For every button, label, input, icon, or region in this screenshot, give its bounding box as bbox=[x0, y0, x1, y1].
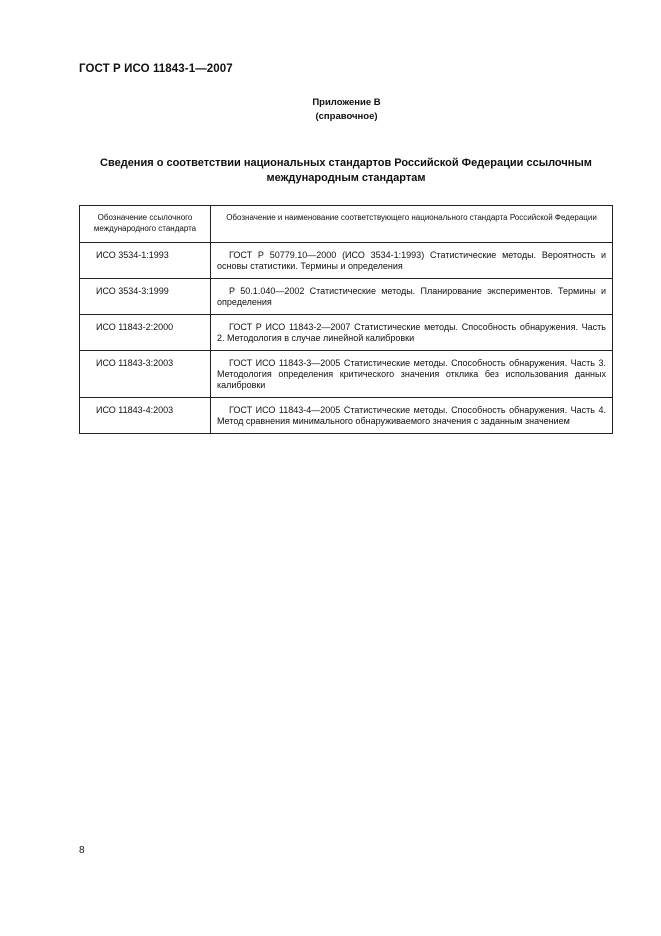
international-standard-cell: ИСО 3534-3:1999 bbox=[80, 279, 211, 315]
table-row bbox=[80, 243, 613, 279]
column-header-national: Обозначение и наименование соответствующего национального стандарта Российской Федерации bbox=[211, 206, 613, 243]
table-row bbox=[80, 398, 613, 434]
table-row bbox=[80, 315, 613, 351]
annex-type: (справочное) bbox=[315, 111, 378, 122]
section-title-line-2: международным стандартам bbox=[266, 172, 426, 184]
national-standard-cell: ГОСТ Р ИСО 11843-2—2007 Статистические методы. Способность обнаружения. Часть 2. Методология в случае линейной калибровки bbox=[211, 315, 613, 351]
section-title bbox=[79, 156, 613, 186]
international-standard-cell: ИСО 3534-1:1993 bbox=[80, 243, 211, 279]
table-row bbox=[80, 279, 613, 315]
national-standard-cell: Р 50.1.040—2002 Статистические методы. Планирование экспериментов. Термины и определения bbox=[211, 279, 613, 315]
table-row bbox=[80, 351, 613, 398]
national-standard-cell: ГОСТ ИСО 11843-4—2005 Статистические методы. Способность обнаружения. Часть 4. Метод сравнения минимального обнаруживаемого значения с заданным значением bbox=[211, 398, 613, 434]
national-standard-cell: ГОСТ Р 50779.10—2000 (ИСО 3534-1:1993) Статистические методы. Вероятность и основы статистики. Термины и определения bbox=[211, 243, 613, 279]
document-header: ГОСТ Р ИСО 11843-1—2007 bbox=[79, 63, 233, 75]
column-header-international: Обозначение ссылочного международного стандарта bbox=[80, 206, 211, 243]
international-standard-cell: ИСО 11843-4:2003 bbox=[80, 398, 211, 434]
table-header-row bbox=[80, 206, 613, 243]
annex-heading bbox=[0, 96, 661, 124]
section-title-line-1: Сведения о соответствии национальных стандартов Российской Федерации ссылочным bbox=[100, 157, 592, 169]
national-standard-cell: ГОСТ ИСО 11843-3—2005 Статистические методы. Способность обнаружения. Часть 3. Методология определения критического значения отклика без использования данных калибровки bbox=[211, 351, 613, 398]
international-standard-cell: ИСО 11843-3:2003 bbox=[80, 351, 211, 398]
annex-title: Приложение В bbox=[312, 97, 381, 108]
page-number: 8 bbox=[79, 845, 85, 856]
international-standard-cell: ИСО 11843-2:2000 bbox=[80, 315, 211, 351]
correspondence-table bbox=[79, 205, 613, 434]
